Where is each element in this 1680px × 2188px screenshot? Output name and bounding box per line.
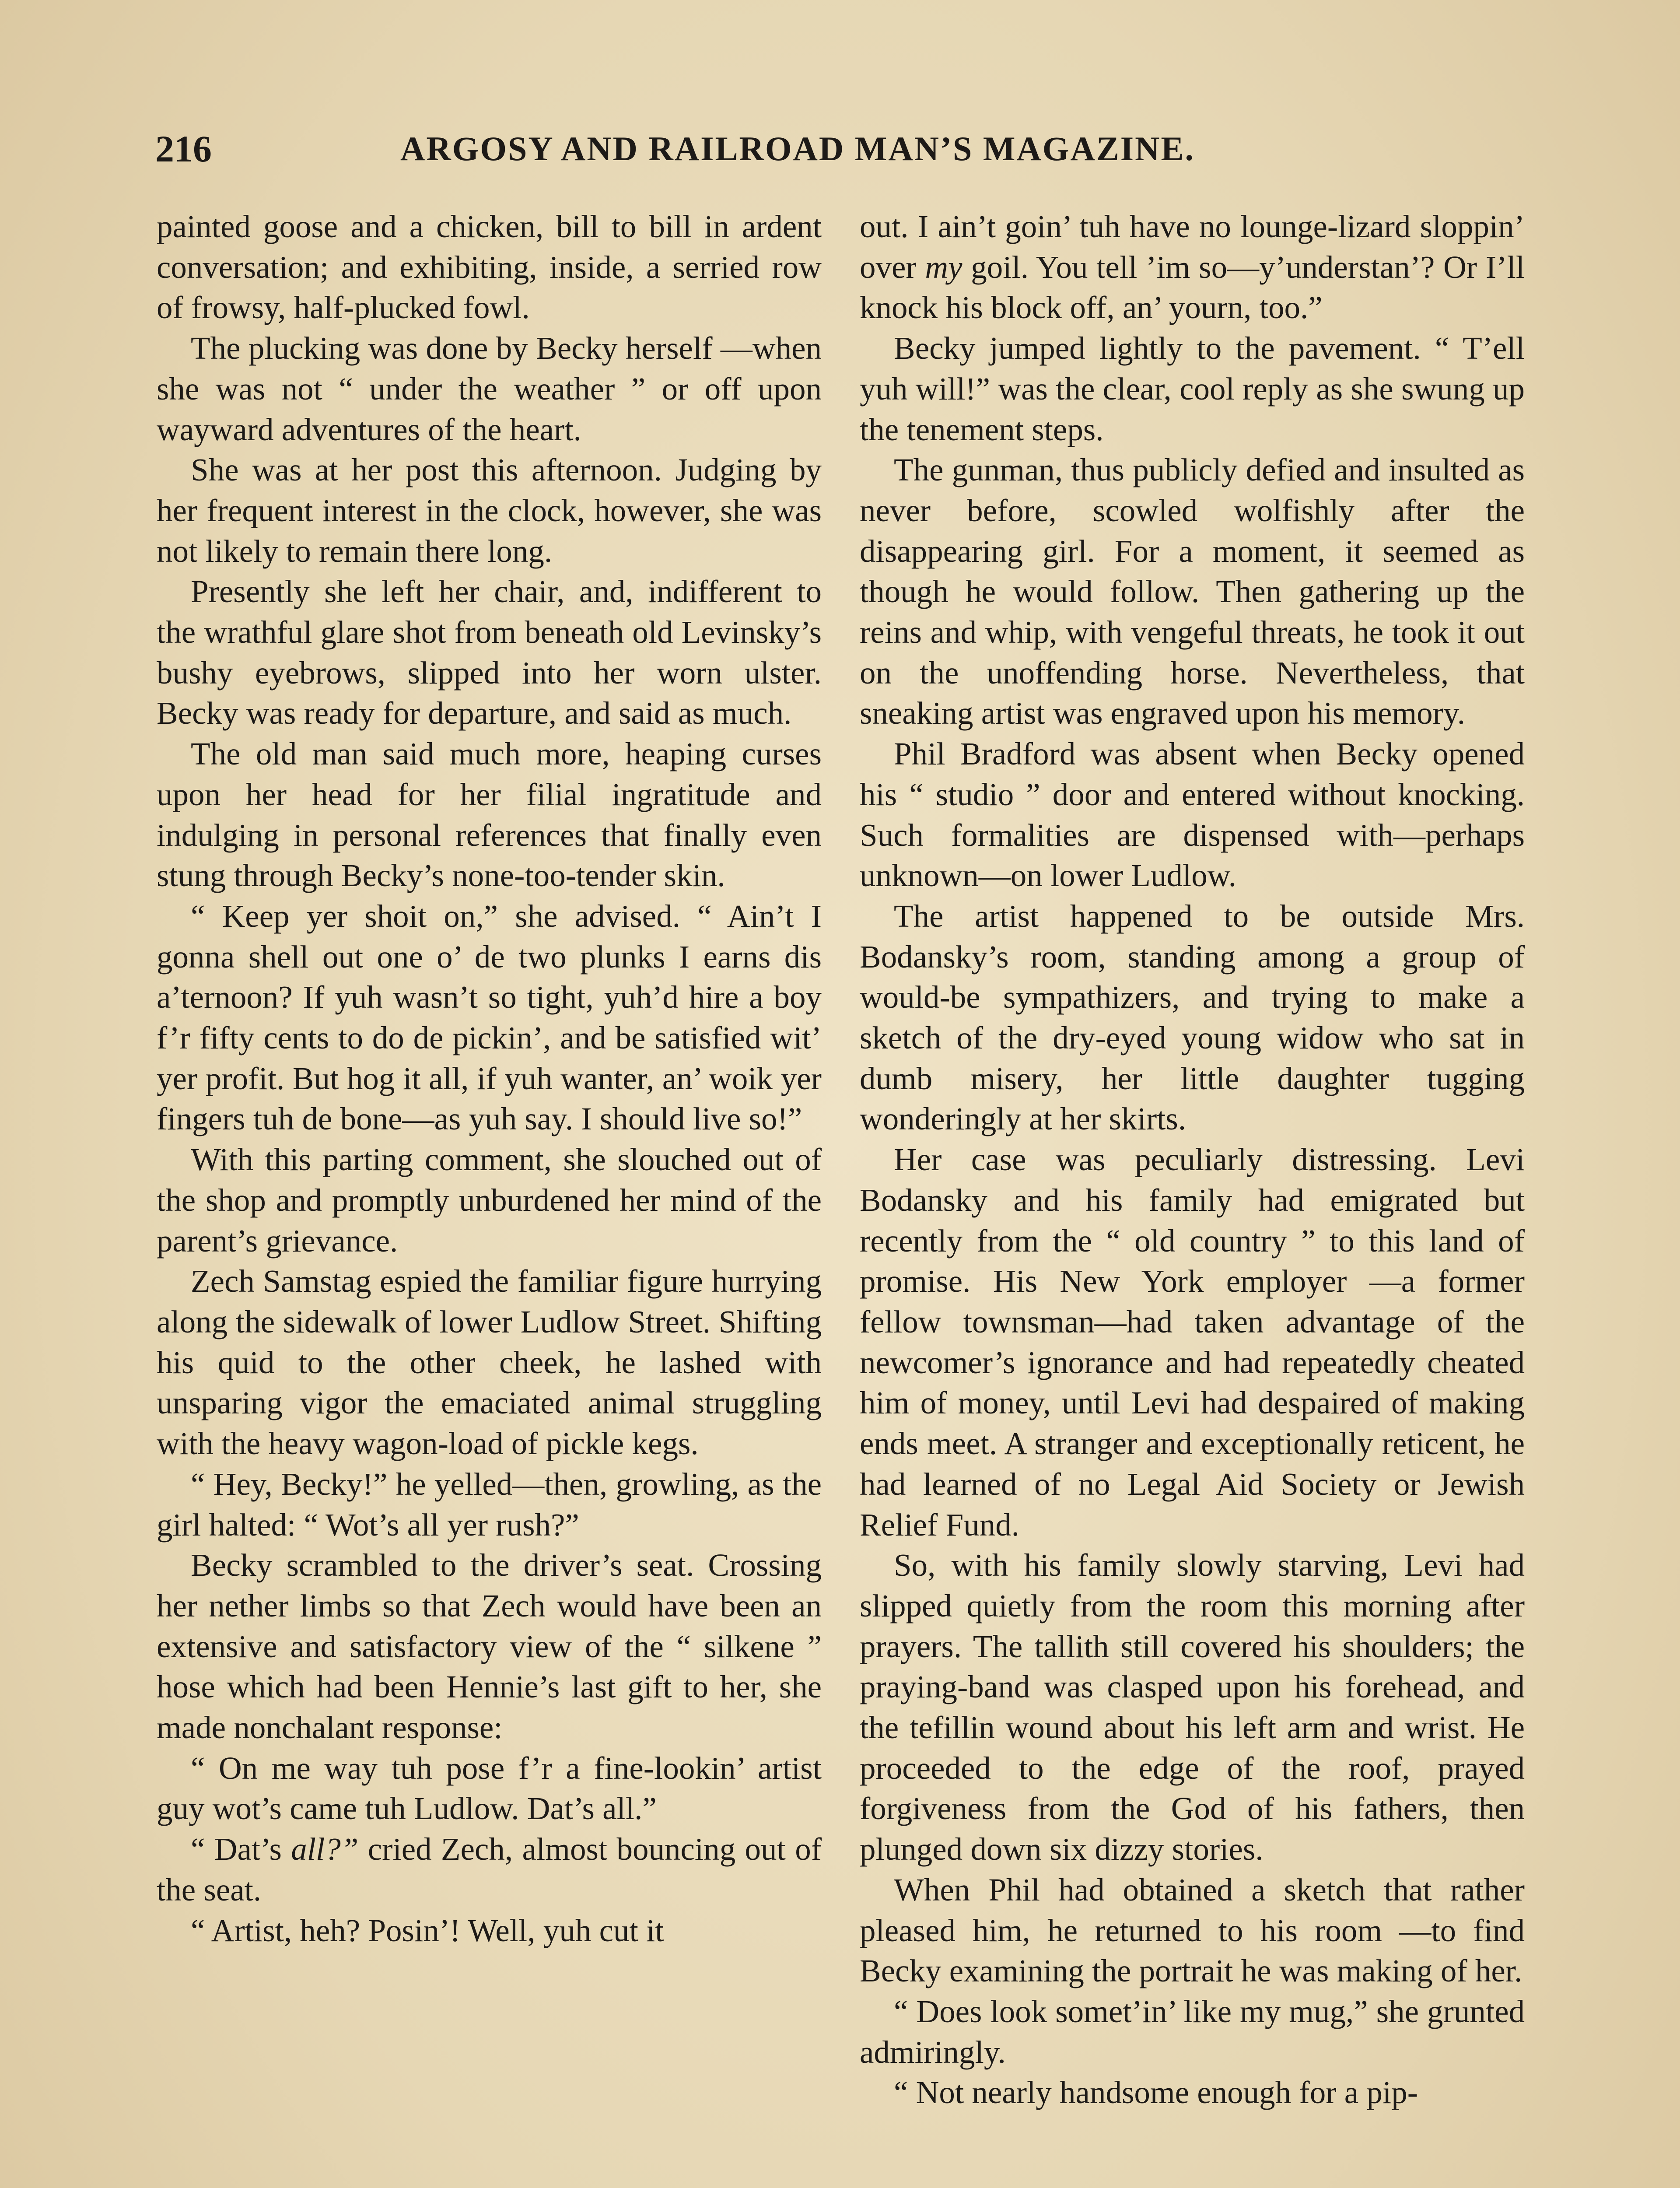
- paragraph: “ Hey, Becky!” he yelled—then, growling, as the girl halted: “ Wot’s all yer rush?”: [157, 1466, 822, 1543]
- paragraph: “ Artist, heh? Posin’! Well, yuh cut it: [191, 1912, 664, 1948]
- paragraph: With this parting comment, she slouched out of the shop and promptly unburdened her mind of the parent’s grievance.: [157, 1142, 822, 1259]
- paragraph: “ Keep yer shoit on,” she advised. “ Ain’t I gonna shell out one o’ de two plunks I earns dis a’ternoon? If yuh wasn’t so tight, yuh’d hire a boy f’r fifty cents to do de pickin’, and be satisfied wit’ yer profit. But hog it all, if yuh wanter, an’ woik yer fingers tuh de bone—as yuh say. I should live so!”: [157, 898, 822, 1137]
- paragraph: “ On me way tuh pose f’r a fine-lookin’ artist guy wot’s came tuh Ludlow. Dat’s all.”: [157, 1750, 822, 1827]
- paragraph: “ Does look somet’in’ like my mug,” she grunted admiringly.: [860, 1993, 1525, 2070]
- emphasis: my: [925, 249, 962, 285]
- page-number: 216: [155, 128, 212, 170]
- paragraph: So, with his family slowly starving, Levi had slipped quietly from the room this morning after prayers. The tallith still covered his shoulders; the praying-band was clasped upon his forehead, and the tefillin wound about his left arm and wrist. He proceeded to the edge of the roof, prayed forgiveness from the God of his fathers, then plunged down six dizzy stories.: [860, 1547, 1525, 1867]
- emphasis: all?”: [291, 1831, 359, 1867]
- paragraph: Presently she left her chair, and, indifferent to the wrathful glare shot from beneath old Levinsky’s bushy eyebrows, slipped into her worn ulster. Becky was ready for departure, and said as much.: [157, 574, 822, 731]
- paragraph: “ Not nearly handsome enough for a pip-: [894, 2075, 1418, 2111]
- paragraph: Zech Samstag espied the familiar figure hurrying along the sidewalk of lower Ludlow Street. Shifting his quid to the other cheek, he lashed with unsparing vigor the emaciated animal struggling with the heavy wagon-load of pickle kegs.: [157, 1263, 822, 1462]
- paragraph: Her case was peculiarly distressing. Levi Bodansky and his family had emigrated but recently from the “ old country ” to this land of promise. His New York employer —a former fellow townsman—had taken advantage of the newcomer’s ignorance and had repeatedly cheated him of money, until Levi had despaired of making ends meet. A stranger and exceptionally reticent, he had learned of no Legal Aid Society or Jewish Relief Fund.: [860, 1142, 1525, 1543]
- running-title: ARGOSY AND RAILROAD MAN’S MAGAZINE.: [400, 130, 1195, 168]
- paragraph: The artist happened to be outside Mrs. Bodansky’s room, standing among a group of would-be sympathizers, and trying to make a sketch of the dry-eyed young widow who sat in dumb misery, her little daughter tugging wonderingly at her skirts.: [860, 898, 1525, 1137]
- paragraph: When Phil had obtained a sketch that rather pleased him, he returned to his room —to find Becky examining the portrait he was making of her.: [860, 1872, 1525, 1989]
- right-column: [860, 207, 1525, 2113]
- page-header: [155, 125, 1522, 182]
- paragraph: Becky scrambled to the driver’s seat. Crossing her nether limbs so that Zech would have been an extensive and satisfactory view of the “ silkene ” hose which had been Hennie’s last gift to her, she made nonchalant response:: [157, 1547, 822, 1746]
- paragraph: Becky jumped lightly to the pavement. “ T’ell yuh will!” was the clear, cool reply as she swung up the tenement steps.: [860, 330, 1525, 447]
- paragraph: Phil Bradford was absent when Becky opened his “ studio ” door and entered without knocking. Such formalities are dispensed with—perhaps unknown—on lower Ludlow.: [860, 736, 1525, 894]
- paragraph: The old man said much more, heaping curses upon her head for her filial ingratitude and indulging in personal references that finally even stung through Becky’s none-too-tender skin.: [157, 736, 822, 894]
- paragraph: She was at her post this afternoon. Judging by her frequent interest in the clock, however, she was not likely to remain there long.: [157, 452, 822, 569]
- left-column: [157, 207, 822, 1951]
- paragraph: out. I ain’t goin’ tuh have no lounge-lizard sloppin’ over my goil. You tell ’im so—y’understan’? Or I’ll knock his block off, an’ yourn, too.”: [860, 209, 1525, 326]
- paragraph: The plucking was done by Becky herself —when she was not “ under the weather ” or off upon wayward adventures of the heart.: [157, 330, 822, 447]
- paragraph: “ Dat’s all?” cried Zech, almost bouncing out of the seat.: [157, 1831, 822, 1907]
- paragraph: painted goose and a chicken, bill to bill in ardent conversation; and exhibiting, inside, a serried row of frowsy, half-plucked fowl.: [157, 209, 822, 326]
- paragraph: The gunman, thus publicly defied and insulted as never before, scowled wolfishly after the disappearing girl. For a moment, it seemed as though he would follow. Then gathering up the reins and whip, with vengeful threats, he took it out on the unoffending horse. Nevertheless, that sneaking artist was engraved upon his memory.: [860, 452, 1525, 731]
